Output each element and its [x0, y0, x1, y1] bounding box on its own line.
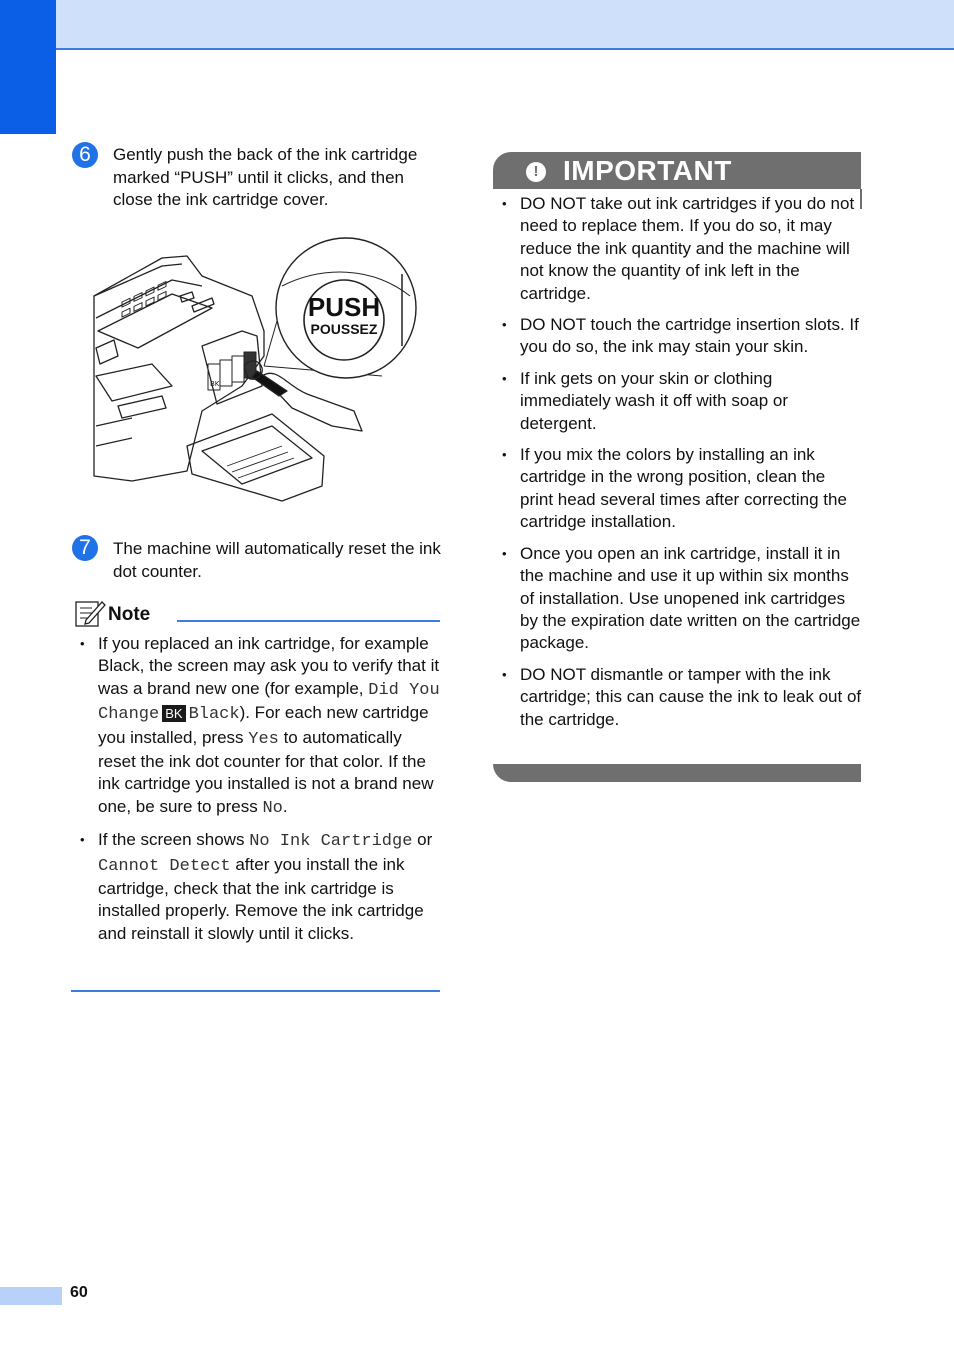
important-list — [498, 193, 862, 740]
header-band — [0, 0, 954, 50]
note-item-1-text-a: If you replaced an ink cartridge, for example Black, the screen may ask you to verify that it was a brand new one (for example, — [98, 634, 440, 698]
step-6-text: Gently push the back of the ink cartridge marked “PUSH” until it clicks, and then close the ink cartridge cover. — [113, 145, 418, 209]
important-footer-bar — [493, 764, 861, 782]
note-pencil-icon — [74, 598, 106, 628]
step-6-badge: 6 — [72, 142, 98, 168]
note-header — [72, 598, 440, 628]
important-title: IMPORTANT — [563, 155, 732, 186]
important-item: • Once you open an ink cartridge, install it in the machine and use it up within six months of installation. Use unopened ink cartridges by the expiration date written on the cartridge package. — [498, 543, 862, 655]
note-item-1-text-b: ). For each new cartridge you installed, press — [98, 703, 429, 747]
page-number-tab — [0, 1287, 62, 1305]
important-item: • DO NOT take out ink cartridges if you do not need to replace them. If you do so, it may reduce the ink quantity and the machine will not know the quantity of ink left in the cartridge. — [498, 193, 862, 305]
important-header — [493, 152, 861, 189]
lcd-text-cannot-detect: Cannot Detect — [98, 856, 231, 876]
page-number: 60 — [70, 1284, 88, 1301]
important-item: • DO NOT touch the cartridge insertion slots. If you do so, the ink may stain your skin. — [498, 314, 862, 359]
note-item-2-text-b: or — [412, 830, 433, 850]
lcd-text-yes: Yes — [248, 729, 279, 749]
note-item-1-text-c: to automatically reset the ink dot counter for that color. If the ink cartridge you installed is not a brand new one, be sure to press — [98, 727, 434, 816]
lcd-text-no-ink-cartridge: No Ink Cartridge — [249, 832, 413, 852]
lcd-text-no: No — [262, 798, 283, 818]
bk-color-badge: BK — [162, 705, 185, 722]
important-item: • DO NOT dismantle or tamper with the ink cartridge; this can cause the ink to leak out of the cartridge. — [498, 664, 862, 731]
lcd-text-did-you-change: Did You Change — [98, 680, 440, 725]
note-header-rule — [177, 620, 440, 622]
ink-cartridge-illustration — [92, 236, 422, 506]
note-item-1-text-d: . — [282, 796, 288, 816]
lcd-text-black: Black — [188, 705, 240, 725]
important-item: • If ink gets on your skin or clothing immediately wash it off with soap or detergent. — [498, 368, 862, 435]
push-label: PUSH — [307, 292, 381, 322]
note-title: Note — [108, 604, 151, 625]
note-item-2 — [76, 829, 440, 945]
note-bottom-rule — [71, 990, 440, 992]
note-item-2-text-c: after you install the ink cartridge, check that the ink cartridge is installed properly. Remove the ink cartridge and reinstall it slowly until it clicks. — [98, 854, 424, 943]
svg-text:BK: BK — [210, 380, 220, 388]
warning-icon: ! — [526, 162, 546, 182]
note-item-2-text-a: If the screen shows — [98, 830, 250, 850]
poussez-label: POUSSEZ — [310, 321, 378, 337]
step-7-text: The machine will automatically reset the ink dot counter. — [113, 539, 441, 581]
note-item-1 — [76, 633, 440, 820]
note-list — [76, 633, 440, 954]
chapter-side-tab — [0, 0, 56, 134]
step-7-badge: 7 — [72, 535, 98, 561]
important-item: • If you mix the colors by installing an ink cartridge in the wrong position, clean the print head several times after correcting the cartridge installation. — [498, 444, 862, 534]
